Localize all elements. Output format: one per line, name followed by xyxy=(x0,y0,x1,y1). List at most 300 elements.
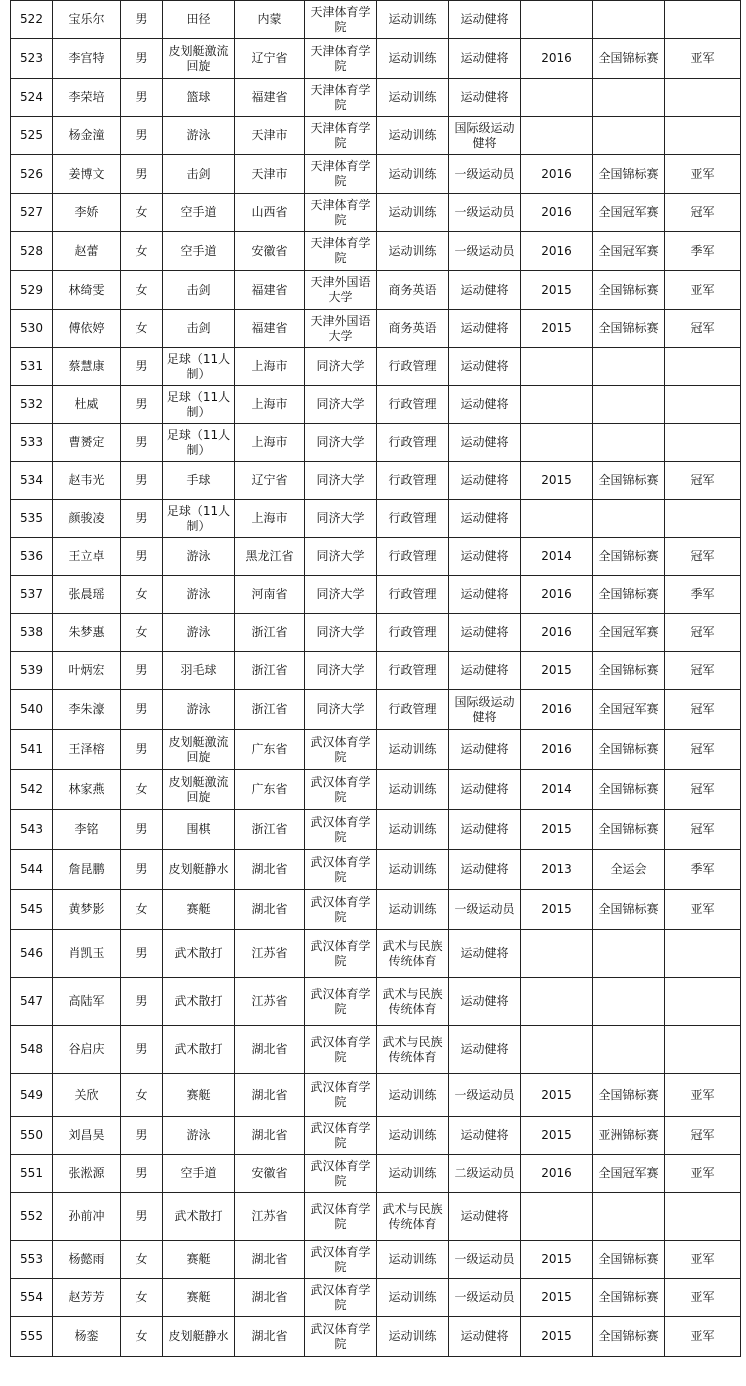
row-number-cell: 555 xyxy=(11,1317,53,1357)
sport-cell: 游泳 xyxy=(163,538,235,576)
university-cell: 武汉体育学院 xyxy=(305,1117,377,1155)
athlete-name-cell: 颜骏凌 xyxy=(53,500,121,538)
athlete-level-cell: 一级运动员 xyxy=(449,1241,521,1279)
table-row xyxy=(11,730,741,770)
gender-cell: 女 xyxy=(121,1317,163,1357)
major-cell: 商务英语 xyxy=(377,310,449,348)
major-cell: 运动训练 xyxy=(377,1279,449,1317)
province-cell: 黑龙江省 xyxy=(235,538,305,576)
university-cell: 武汉体育学院 xyxy=(305,1279,377,1317)
table-row xyxy=(11,232,741,271)
sport-cell: 皮划艇激流回旋 xyxy=(163,39,235,79)
gender-cell: 女 xyxy=(121,271,163,310)
competition-cell xyxy=(593,500,665,538)
province-cell: 湖北省 xyxy=(235,1279,305,1317)
competition-cell: 全国锦标赛 xyxy=(593,1074,665,1117)
province-cell: 福建省 xyxy=(235,79,305,117)
result-cell xyxy=(665,978,741,1026)
university-cell: 同济大学 xyxy=(305,614,377,652)
competition-cell xyxy=(593,1,665,39)
athlete-name-cell: 叶炳宏 xyxy=(53,652,121,690)
sport-cell: 游泳 xyxy=(163,614,235,652)
sport-cell: 围棋 xyxy=(163,810,235,850)
table-row xyxy=(11,310,741,348)
athlete-level-cell: 运动健将 xyxy=(449,810,521,850)
gender-cell: 女 xyxy=(121,1279,163,1317)
athlete-name-cell: 李娇 xyxy=(53,194,121,232)
table-row xyxy=(11,810,741,850)
athlete-level-cell: 运动健将 xyxy=(449,538,521,576)
university-cell: 武汉体育学院 xyxy=(305,730,377,770)
table-row xyxy=(11,79,741,117)
athlete-name-cell: 张晨瑶 xyxy=(53,576,121,614)
gender-cell: 男 xyxy=(121,1117,163,1155)
university-cell: 武汉体育学院 xyxy=(305,1241,377,1279)
row-number-cell: 547 xyxy=(11,978,53,1026)
table-row xyxy=(11,155,741,194)
row-number-cell: 542 xyxy=(11,770,53,810)
university-cell: 同济大学 xyxy=(305,690,377,730)
competition-cell: 全国锦标赛 xyxy=(593,730,665,770)
result-cell: 冠军 xyxy=(665,310,741,348)
athlete-name-cell: 蔡慧康 xyxy=(53,348,121,386)
row-number-cell: 531 xyxy=(11,348,53,386)
athlete-level-cell: 运动健将 xyxy=(449,39,521,79)
competition-cell: 全国锦标赛 xyxy=(593,810,665,850)
gender-cell: 男 xyxy=(121,500,163,538)
year-cell xyxy=(521,500,593,538)
athlete-name-cell: 杨懿雨 xyxy=(53,1241,121,1279)
year-cell: 2015 xyxy=(521,1117,593,1155)
athlete-name-cell: 刘昌昊 xyxy=(53,1117,121,1155)
athlete-level-cell: 运动健将 xyxy=(449,652,521,690)
athlete-name-cell: 谷启庆 xyxy=(53,1026,121,1074)
result-cell: 亚军 xyxy=(665,1155,741,1193)
row-number-cell: 548 xyxy=(11,1026,53,1074)
table-row xyxy=(11,930,741,978)
year-cell: 2016 xyxy=(521,39,593,79)
university-cell: 天津外国语大学 xyxy=(305,271,377,310)
year-cell: 2015 xyxy=(521,271,593,310)
table-row xyxy=(11,271,741,310)
major-cell: 运动训练 xyxy=(377,890,449,930)
athlete-level-cell: 运动健将 xyxy=(449,850,521,890)
major-cell: 武术与民族传统体育 xyxy=(377,978,449,1026)
result-cell: 冠军 xyxy=(665,730,741,770)
gender-cell: 男 xyxy=(121,538,163,576)
university-cell: 天津体育学院 xyxy=(305,232,377,271)
athlete-level-cell: 国际级运动健将 xyxy=(449,690,521,730)
athlete-name-cell: 赵芳芳 xyxy=(53,1279,121,1317)
gender-cell: 男 xyxy=(121,1026,163,1074)
sport-cell: 赛艇 xyxy=(163,890,235,930)
athlete-level-cell: 运动健将 xyxy=(449,930,521,978)
university-cell: 武汉体育学院 xyxy=(305,850,377,890)
result-cell: 冠军 xyxy=(665,770,741,810)
year-cell: 2015 xyxy=(521,890,593,930)
sport-cell: 赛艇 xyxy=(163,1279,235,1317)
athlete-level-cell: 一级运动员 xyxy=(449,232,521,271)
result-cell: 冠军 xyxy=(665,462,741,500)
gender-cell: 男 xyxy=(121,348,163,386)
province-cell: 湖北省 xyxy=(235,1241,305,1279)
gender-cell: 女 xyxy=(121,310,163,348)
sport-cell: 田径 xyxy=(163,1,235,39)
row-number-cell: 552 xyxy=(11,1193,53,1241)
result-cell: 冠军 xyxy=(665,538,741,576)
university-cell: 武汉体育学院 xyxy=(305,810,377,850)
row-number-cell: 537 xyxy=(11,576,53,614)
athlete-level-cell: 运动健将 xyxy=(449,310,521,348)
athlete-level-cell: 运动健将 xyxy=(449,500,521,538)
university-cell: 武汉体育学院 xyxy=(305,890,377,930)
competition-cell xyxy=(593,386,665,424)
result-cell: 亚军 xyxy=(665,1317,741,1357)
row-number-cell: 529 xyxy=(11,271,53,310)
gender-cell: 男 xyxy=(121,462,163,500)
competition-cell xyxy=(593,930,665,978)
athlete-level-cell: 运动健将 xyxy=(449,1026,521,1074)
province-cell: 天津市 xyxy=(235,117,305,155)
athlete-name-cell: 宝乐尔 xyxy=(53,1,121,39)
major-cell: 运动训练 xyxy=(377,1317,449,1357)
major-cell: 运动训练 xyxy=(377,232,449,271)
university-cell: 武汉体育学院 xyxy=(305,978,377,1026)
province-cell: 上海市 xyxy=(235,386,305,424)
row-number-cell: 543 xyxy=(11,810,53,850)
athlete-name-cell: 李朱濠 xyxy=(53,690,121,730)
province-cell: 江苏省 xyxy=(235,978,305,1026)
province-cell: 江苏省 xyxy=(235,930,305,978)
table-row xyxy=(11,1155,741,1193)
competition-cell xyxy=(593,1026,665,1074)
gender-cell: 男 xyxy=(121,386,163,424)
athlete-name-cell: 林家燕 xyxy=(53,770,121,810)
gender-cell: 男 xyxy=(121,79,163,117)
row-number-cell: 541 xyxy=(11,730,53,770)
province-cell: 江苏省 xyxy=(235,1193,305,1241)
major-cell: 行政管理 xyxy=(377,500,449,538)
sport-cell: 游泳 xyxy=(163,1117,235,1155)
gender-cell: 男 xyxy=(121,1193,163,1241)
row-number-cell: 536 xyxy=(11,538,53,576)
competition-cell: 全国锦标赛 xyxy=(593,1317,665,1357)
table-row xyxy=(11,538,741,576)
row-number-cell: 550 xyxy=(11,1117,53,1155)
gender-cell: 女 xyxy=(121,232,163,271)
result-cell: 亚军 xyxy=(665,155,741,194)
major-cell: 运动训练 xyxy=(377,1241,449,1279)
major-cell: 行政管理 xyxy=(377,538,449,576)
athlete-level-cell: 运动健将 xyxy=(449,1193,521,1241)
competition-cell: 全国冠军赛 xyxy=(593,614,665,652)
competition-cell: 全国锦标赛 xyxy=(593,1241,665,1279)
athlete-level-cell: 一级运动员 xyxy=(449,1074,521,1117)
major-cell: 运动训练 xyxy=(377,1074,449,1117)
athlete-name-cell: 詹昆鹏 xyxy=(53,850,121,890)
row-number-cell: 553 xyxy=(11,1241,53,1279)
table-row xyxy=(11,500,741,538)
row-number-cell: 545 xyxy=(11,890,53,930)
major-cell: 运动训练 xyxy=(377,730,449,770)
result-cell: 季军 xyxy=(665,576,741,614)
sport-cell: 武术散打 xyxy=(163,978,235,1026)
sport-cell: 羽毛球 xyxy=(163,652,235,690)
major-cell: 运动训练 xyxy=(377,810,449,850)
athlete-level-cell: 运动健将 xyxy=(449,576,521,614)
competition-cell: 全国锦标赛 xyxy=(593,538,665,576)
university-cell: 同济大学 xyxy=(305,462,377,500)
university-cell: 天津外国语大学 xyxy=(305,310,377,348)
athlete-name-cell: 林绮雯 xyxy=(53,271,121,310)
table-body xyxy=(11,1,741,1357)
year-cell: 2016 xyxy=(521,194,593,232)
competition-cell: 全国冠军赛 xyxy=(593,690,665,730)
year-cell xyxy=(521,1,593,39)
sport-cell: 武术散打 xyxy=(163,1193,235,1241)
competition-cell: 全国锦标赛 xyxy=(593,890,665,930)
major-cell: 武术与民族传统体育 xyxy=(377,930,449,978)
year-cell xyxy=(521,348,593,386)
university-cell: 天津体育学院 xyxy=(305,1,377,39)
major-cell: 行政管理 xyxy=(377,386,449,424)
sport-cell: 游泳 xyxy=(163,690,235,730)
sport-cell: 手球 xyxy=(163,462,235,500)
major-cell: 行政管理 xyxy=(377,576,449,614)
athlete-level-cell: 运动健将 xyxy=(449,1,521,39)
sport-cell: 皮划艇激流回旋 xyxy=(163,770,235,810)
province-cell: 安徽省 xyxy=(235,1155,305,1193)
row-number-cell: 534 xyxy=(11,462,53,500)
competition-cell xyxy=(593,424,665,462)
table-row xyxy=(11,1193,741,1241)
year-cell: 2016 xyxy=(521,690,593,730)
result-cell: 亚军 xyxy=(665,39,741,79)
table-row xyxy=(11,348,741,386)
province-cell: 湖北省 xyxy=(235,890,305,930)
major-cell: 商务英语 xyxy=(377,271,449,310)
sport-cell: 击剑 xyxy=(163,310,235,348)
gender-cell: 女 xyxy=(121,770,163,810)
university-cell: 武汉体育学院 xyxy=(305,770,377,810)
athlete-level-cell: 一级运动员 xyxy=(449,1279,521,1317)
major-cell: 武术与民族传统体育 xyxy=(377,1193,449,1241)
gender-cell: 女 xyxy=(121,194,163,232)
province-cell: 广东省 xyxy=(235,730,305,770)
major-cell: 行政管理 xyxy=(377,424,449,462)
row-number-cell: 525 xyxy=(11,117,53,155)
athlete-name-cell: 朱梦惠 xyxy=(53,614,121,652)
table-row xyxy=(11,117,741,155)
gender-cell: 男 xyxy=(121,850,163,890)
sport-cell: 空手道 xyxy=(163,1155,235,1193)
row-number-cell: 523 xyxy=(11,39,53,79)
row-number-cell: 526 xyxy=(11,155,53,194)
table-row xyxy=(11,386,741,424)
year-cell: 2015 xyxy=(521,310,593,348)
competition-cell: 全国锦标赛 xyxy=(593,1279,665,1317)
table-row xyxy=(11,1026,741,1074)
province-cell: 辽宁省 xyxy=(235,39,305,79)
athlete-name-cell: 肖凯玉 xyxy=(53,930,121,978)
sport-cell: 足球（11人制） xyxy=(163,348,235,386)
table-row xyxy=(11,652,741,690)
row-number-cell: 528 xyxy=(11,232,53,271)
year-cell xyxy=(521,1193,593,1241)
competition-cell: 亚洲锦标赛 xyxy=(593,1117,665,1155)
result-cell: 冠军 xyxy=(665,194,741,232)
gender-cell: 女 xyxy=(121,890,163,930)
athlete-level-cell: 运动健将 xyxy=(449,271,521,310)
competition-cell: 全国锦标赛 xyxy=(593,770,665,810)
major-cell: 行政管理 xyxy=(377,652,449,690)
gender-cell: 男 xyxy=(121,1,163,39)
major-cell: 运动训练 xyxy=(377,1,449,39)
year-cell xyxy=(521,978,593,1026)
table-row xyxy=(11,614,741,652)
row-number-cell: 524 xyxy=(11,79,53,117)
athlete-level-cell: 运动健将 xyxy=(449,730,521,770)
year-cell: 2015 xyxy=(521,652,593,690)
athlete-name-cell: 张淞源 xyxy=(53,1155,121,1193)
major-cell: 运动训练 xyxy=(377,79,449,117)
province-cell: 内蒙 xyxy=(235,1,305,39)
year-cell: 2016 xyxy=(521,576,593,614)
competition-cell: 全国冠军赛 xyxy=(593,1155,665,1193)
athlete-name-cell: 关欣 xyxy=(53,1074,121,1117)
row-number-cell: 530 xyxy=(11,310,53,348)
university-cell: 同济大学 xyxy=(305,576,377,614)
row-number-cell: 540 xyxy=(11,690,53,730)
table-row xyxy=(11,690,741,730)
university-cell: 武汉体育学院 xyxy=(305,1026,377,1074)
row-number-cell: 539 xyxy=(11,652,53,690)
year-cell xyxy=(521,424,593,462)
province-cell: 天津市 xyxy=(235,155,305,194)
sport-cell: 击剑 xyxy=(163,271,235,310)
athlete-name-cell: 傅依婷 xyxy=(53,310,121,348)
athlete-name-cell: 赵韦光 xyxy=(53,462,121,500)
year-cell: 2013 xyxy=(521,850,593,890)
sport-cell: 足球（11人制） xyxy=(163,424,235,462)
competition-cell: 全国锦标赛 xyxy=(593,271,665,310)
result-cell: 季军 xyxy=(665,232,741,271)
table-row xyxy=(11,978,741,1026)
university-cell: 武汉体育学院 xyxy=(305,1193,377,1241)
year-cell: 2015 xyxy=(521,462,593,500)
university-cell: 武汉体育学院 xyxy=(305,1155,377,1193)
province-cell: 福建省 xyxy=(235,271,305,310)
university-cell: 天津体育学院 xyxy=(305,117,377,155)
gender-cell: 男 xyxy=(121,810,163,850)
major-cell: 运动训练 xyxy=(377,194,449,232)
row-number-cell: 546 xyxy=(11,930,53,978)
result-cell xyxy=(665,424,741,462)
row-number-cell: 549 xyxy=(11,1074,53,1117)
athlete-name-cell: 高陆军 xyxy=(53,978,121,1026)
major-cell: 运动训练 xyxy=(377,770,449,810)
province-cell: 上海市 xyxy=(235,500,305,538)
province-cell: 浙江省 xyxy=(235,690,305,730)
province-cell: 辽宁省 xyxy=(235,462,305,500)
sport-cell: 赛艇 xyxy=(163,1074,235,1117)
province-cell: 湖北省 xyxy=(235,850,305,890)
row-number-cell: 551 xyxy=(11,1155,53,1193)
table-row xyxy=(11,1,741,39)
province-cell: 浙江省 xyxy=(235,614,305,652)
university-cell: 同济大学 xyxy=(305,348,377,386)
province-cell: 广东省 xyxy=(235,770,305,810)
athlete-level-cell: 运动健将 xyxy=(449,1317,521,1357)
competition-cell xyxy=(593,978,665,1026)
athlete-level-cell: 运动健将 xyxy=(449,386,521,424)
sport-cell: 皮划艇静水 xyxy=(163,1317,235,1357)
row-number-cell: 544 xyxy=(11,850,53,890)
province-cell: 湖北省 xyxy=(235,1317,305,1357)
province-cell: 山西省 xyxy=(235,194,305,232)
result-cell: 亚军 xyxy=(665,271,741,310)
sport-cell: 游泳 xyxy=(163,117,235,155)
row-number-cell: 527 xyxy=(11,194,53,232)
table-row xyxy=(11,576,741,614)
athlete-name-cell: 赵蕾 xyxy=(53,232,121,271)
competition-cell xyxy=(593,117,665,155)
competition-cell xyxy=(593,348,665,386)
university-cell: 武汉体育学院 xyxy=(305,930,377,978)
year-cell xyxy=(521,117,593,155)
competition-cell: 全国锦标赛 xyxy=(593,462,665,500)
row-number-cell: 522 xyxy=(11,1,53,39)
athlete-name-cell: 王立卓 xyxy=(53,538,121,576)
result-cell: 冠军 xyxy=(665,810,741,850)
competition-cell xyxy=(593,1193,665,1241)
result-cell: 季军 xyxy=(665,850,741,890)
row-number-cell: 532 xyxy=(11,386,53,424)
result-cell: 亚军 xyxy=(665,1279,741,1317)
result-cell xyxy=(665,1193,741,1241)
competition-cell: 全运会 xyxy=(593,850,665,890)
gender-cell: 男 xyxy=(121,690,163,730)
result-cell xyxy=(665,1026,741,1074)
row-number-cell: 533 xyxy=(11,424,53,462)
result-cell xyxy=(665,117,741,155)
year-cell: 2016 xyxy=(521,232,593,271)
university-cell: 天津体育学院 xyxy=(305,194,377,232)
sport-cell: 武术散打 xyxy=(163,930,235,978)
major-cell: 运动训练 xyxy=(377,850,449,890)
province-cell: 浙江省 xyxy=(235,810,305,850)
university-cell: 天津体育学院 xyxy=(305,79,377,117)
year-cell: 2016 xyxy=(521,155,593,194)
competition-cell: 全国冠军赛 xyxy=(593,232,665,271)
year-cell: 2015 xyxy=(521,1279,593,1317)
athlete-name-cell: 李铭 xyxy=(53,810,121,850)
athlete-table xyxy=(10,0,741,1357)
sport-cell: 篮球 xyxy=(163,79,235,117)
gender-cell: 女 xyxy=(121,614,163,652)
year-cell: 2016 xyxy=(521,614,593,652)
table-row xyxy=(11,1317,741,1357)
university-cell: 同济大学 xyxy=(305,424,377,462)
sport-cell: 空手道 xyxy=(163,194,235,232)
sport-cell: 皮划艇静水 xyxy=(163,850,235,890)
sport-cell: 游泳 xyxy=(163,576,235,614)
gender-cell: 男 xyxy=(121,39,163,79)
result-cell: 冠军 xyxy=(665,690,741,730)
result-cell: 冠军 xyxy=(665,652,741,690)
gender-cell: 男 xyxy=(121,1155,163,1193)
gender-cell: 女 xyxy=(121,576,163,614)
